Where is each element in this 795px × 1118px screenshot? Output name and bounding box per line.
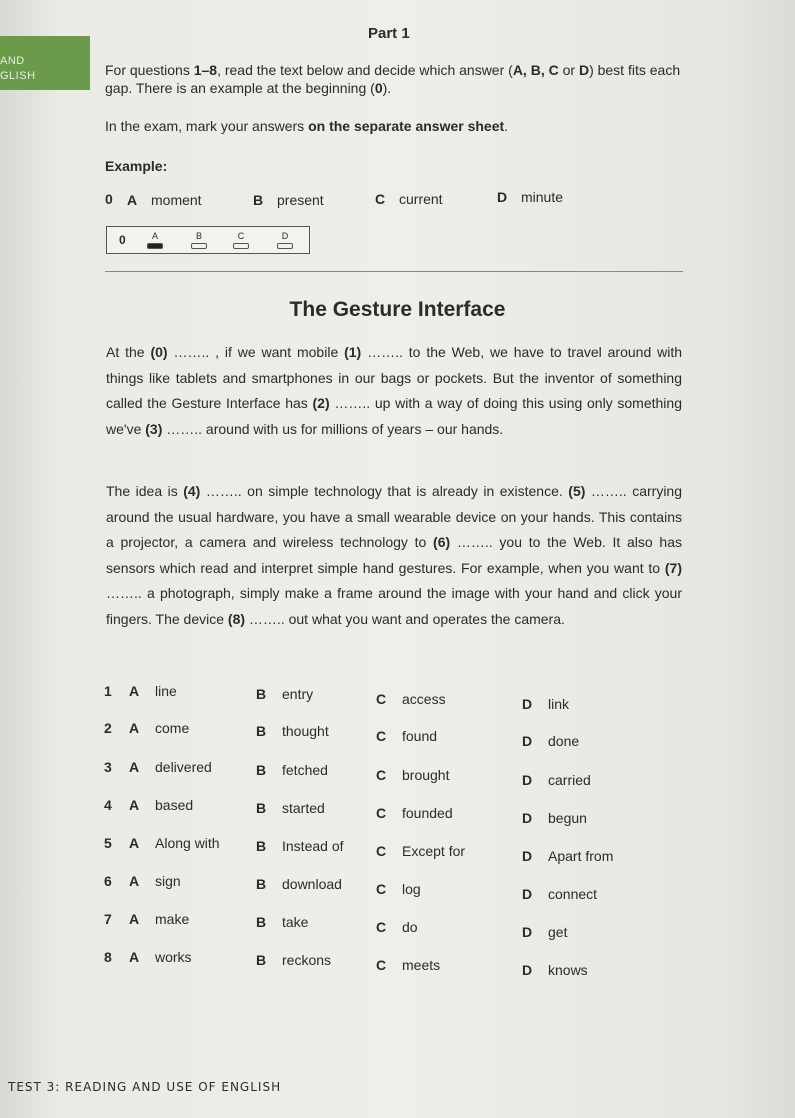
instructions-letters: A, B, C [512, 62, 559, 78]
answer-option-d [522, 924, 567, 940]
answer-option-c [376, 728, 437, 744]
option-letter: C [376, 843, 387, 859]
answer-option-c [376, 691, 446, 707]
option-text: founded [402, 805, 453, 821]
question-number: 7 [104, 911, 112, 927]
option-text: based [155, 797, 194, 813]
option-text: done [548, 733, 580, 749]
option-letter: B [256, 800, 267, 816]
gap-number: (2) [312, 395, 330, 411]
part-title: Part 1 [368, 25, 410, 42]
option-text: Along with [155, 835, 220, 851]
option-text: do [402, 919, 418, 935]
option-letter: A [129, 683, 140, 699]
option-text: get [548, 924, 568, 940]
answer-bubble-b: B [191, 231, 207, 249]
answer-option-d [522, 696, 569, 712]
option-letter: C [376, 881, 387, 897]
gap-number: (4) [183, 483, 201, 499]
option-letter: D [522, 848, 533, 864]
option-text: started [282, 800, 325, 816]
option-text: make [155, 911, 190, 927]
option-letter: D [522, 696, 533, 712]
option-text: line [155, 683, 177, 699]
answer-option-b [256, 952, 331, 968]
option-text: connect [548, 886, 598, 902]
option-text: begun [548, 810, 587, 826]
answer-option-a [129, 759, 212, 775]
gap-number: (0) [150, 344, 168, 360]
answer-bubble-a: A [147, 231, 163, 249]
answer-bubble-c: C [233, 231, 249, 249]
option-text: delivered [155, 759, 212, 775]
section-tab-line-1: AND [0, 55, 25, 67]
answer-bubble-d: D [277, 231, 293, 249]
answer-option-d [522, 962, 588, 978]
example-number: 0 [105, 191, 113, 207]
section-tab-line-2: GLISH [0, 70, 36, 82]
paragraph-text: …….. out what you want and operates the camera. [245, 610, 565, 627]
option-text: fetched [282, 762, 328, 778]
instructions-text: , read the text below and decide which answer ( [217, 62, 513, 78]
option-text: thought [282, 723, 329, 739]
option-letter: A [129, 911, 140, 927]
option-text: log [402, 881, 421, 897]
option-letter: A [129, 759, 140, 775]
option-letter: B [256, 914, 267, 930]
instructions-text: or [558, 62, 579, 78]
answer-mark-filled [147, 243, 163, 249]
option-text: Apart from [548, 848, 614, 864]
instructions [105, 61, 695, 97]
option-letter: C [376, 919, 387, 935]
option-letter: B [256, 723, 267, 739]
option-letter: D [522, 772, 533, 788]
instructions-text: ). [382, 80, 392, 96]
answer-option-d [522, 886, 597, 902]
question-number: 4 [104, 797, 112, 813]
question-number: 3 [104, 759, 112, 775]
option-text: download [282, 876, 342, 892]
answer-option-b [256, 876, 342, 892]
answer-option-d [522, 810, 587, 826]
option-letter: C [376, 728, 387, 744]
paragraph-text: …….. carrying around the usual hardware, you have a small wearable device on your hands. This contains a projector, a camera and wireless technology to [106, 483, 682, 550]
option-letter: A [129, 949, 140, 965]
example-label: Example: [105, 158, 168, 174]
answer-mark [233, 243, 249, 249]
answer-option-c [376, 805, 453, 821]
answer-option-a [129, 835, 220, 851]
option-letter: B [256, 876, 267, 892]
option-text: carried [548, 772, 591, 788]
divider [105, 271, 683, 272]
answer-option-a [129, 683, 177, 699]
paragraph-text: …….. around with us for millions of years – our hands. [162, 420, 504, 437]
answer-option-b [256, 723, 329, 739]
option-letter: A [129, 835, 140, 851]
answer-option-b [256, 800, 325, 816]
option-text: come [155, 720, 190, 736]
option-letter: A [129, 720, 140, 736]
example-option-c: C current [375, 191, 443, 207]
text-title: The Gesture Interface [289, 298, 506, 321]
paragraph-text: …….. you to the Web. It also has sensors which read and interpret simple hand gestures. For example, when you want to [106, 534, 682, 576]
paragraph-text: …….. on simple technology that is already in existence. [200, 483, 569, 499]
option-text: sign [155, 873, 181, 889]
answer-option-b [256, 914, 308, 930]
gap-number: (1) [344, 344, 362, 360]
paragraph-text: …….. up with a way of doing this using only something we've [106, 395, 682, 437]
option-text: link [548, 696, 570, 712]
exam-note-bold: on the separate answer sheet [308, 118, 505, 134]
answer-option-a [129, 720, 189, 736]
example-answer-box [106, 226, 310, 254]
answer-option-a [129, 911, 189, 927]
answer-option-a [129, 797, 193, 813]
gap-number: (5) [568, 483, 586, 499]
instructions-text: For questions [105, 62, 194, 78]
exam-note-text: . [504, 118, 509, 134]
answer-option-a [129, 873, 181, 889]
example-option-d: D minute [497, 189, 564, 205]
question-number: 1 [104, 683, 112, 699]
option-letter: C [376, 957, 387, 973]
answer-option-d [522, 848, 613, 864]
example-option-b: B present [253, 192, 324, 208]
instructions-letter-d: D [578, 62, 590, 78]
option-letter: A [129, 797, 140, 813]
exam-note [105, 118, 508, 134]
instructions-zero: 0 [374, 80, 383, 96]
option-text: knows [548, 962, 588, 978]
answer-option-b [256, 686, 313, 702]
option-text: Instead of [282, 838, 344, 854]
option-letter: B [256, 686, 267, 702]
option-text: take [282, 914, 309, 930]
paragraph-text: At the [106, 344, 151, 360]
question-number: 5 [104, 835, 112, 851]
question-number: 8 [104, 949, 112, 965]
paragraph-2 [106, 479, 682, 632]
answer-option-d [522, 772, 591, 788]
option-letter: D [522, 733, 533, 749]
option-letter: D [522, 924, 533, 940]
paragraph-1 [106, 340, 682, 442]
answer-mark [191, 243, 207, 249]
answer-option-a [129, 949, 192, 965]
answer-mark [277, 243, 293, 249]
option-letter: C [376, 767, 387, 783]
option-letter: D [522, 810, 533, 826]
gap-number: (7) [664, 559, 682, 576]
paragraph-text: …….. to the Web, we have to travel around with things like tablets and smartphones in our bags or pockets. But the inventor of something called the Gesture Interface has [106, 344, 683, 411]
option-text: found [402, 728, 438, 744]
answer-option-c [376, 919, 418, 935]
question-number: 6 [104, 873, 112, 889]
gap-number: (8) [227, 610, 246, 627]
instructions-text: ) best fits each gap. There is an example at the beginning ( [105, 62, 681, 96]
option-text: meets [402, 957, 441, 973]
page-footer: TEST 3: READING AND USE OF ENGLISH [8, 1080, 282, 1094]
option-letter: B [256, 838, 267, 854]
option-letter: C [376, 805, 387, 821]
gap-number: (3) [145, 420, 163, 437]
section-tab [0, 36, 90, 90]
answer-option-c [376, 767, 449, 783]
option-letter: D [522, 962, 533, 978]
instructions-range: 1–8 [193, 62, 218, 78]
gap-number: (6) [433, 534, 451, 550]
paragraph-text: The idea is [106, 483, 184, 499]
option-letter: A [129, 873, 140, 889]
answer-box-number: 0 [119, 233, 126, 247]
answer-option-c [376, 957, 440, 973]
option-letter: B [256, 762, 267, 778]
option-text: works [155, 949, 192, 965]
answer-option-b [256, 762, 328, 778]
option-letter: B [256, 952, 267, 968]
paragraph-text: …….. a photograph, simply make a frame around the image with your hand and click your fingers. The device [106, 585, 682, 627]
question-number: 2 [104, 720, 112, 736]
answer-option-d [522, 733, 579, 749]
option-text: access [402, 691, 446, 707]
answer-option-b [256, 838, 344, 854]
answer-option-c [376, 881, 421, 897]
option-text: entry [282, 686, 314, 702]
option-text: brought [402, 767, 450, 783]
option-text: Except for [402, 843, 466, 859]
option-text: reckons [282, 952, 332, 968]
paragraph-text: …….. , if we want mobile [167, 344, 345, 360]
option-letter: C [376, 691, 387, 707]
answer-option-c [376, 843, 465, 859]
exam-note-text: In the exam, mark your answers [105, 118, 309, 134]
option-letter: D [522, 886, 533, 902]
example-option-a: A moment [127, 192, 202, 208]
